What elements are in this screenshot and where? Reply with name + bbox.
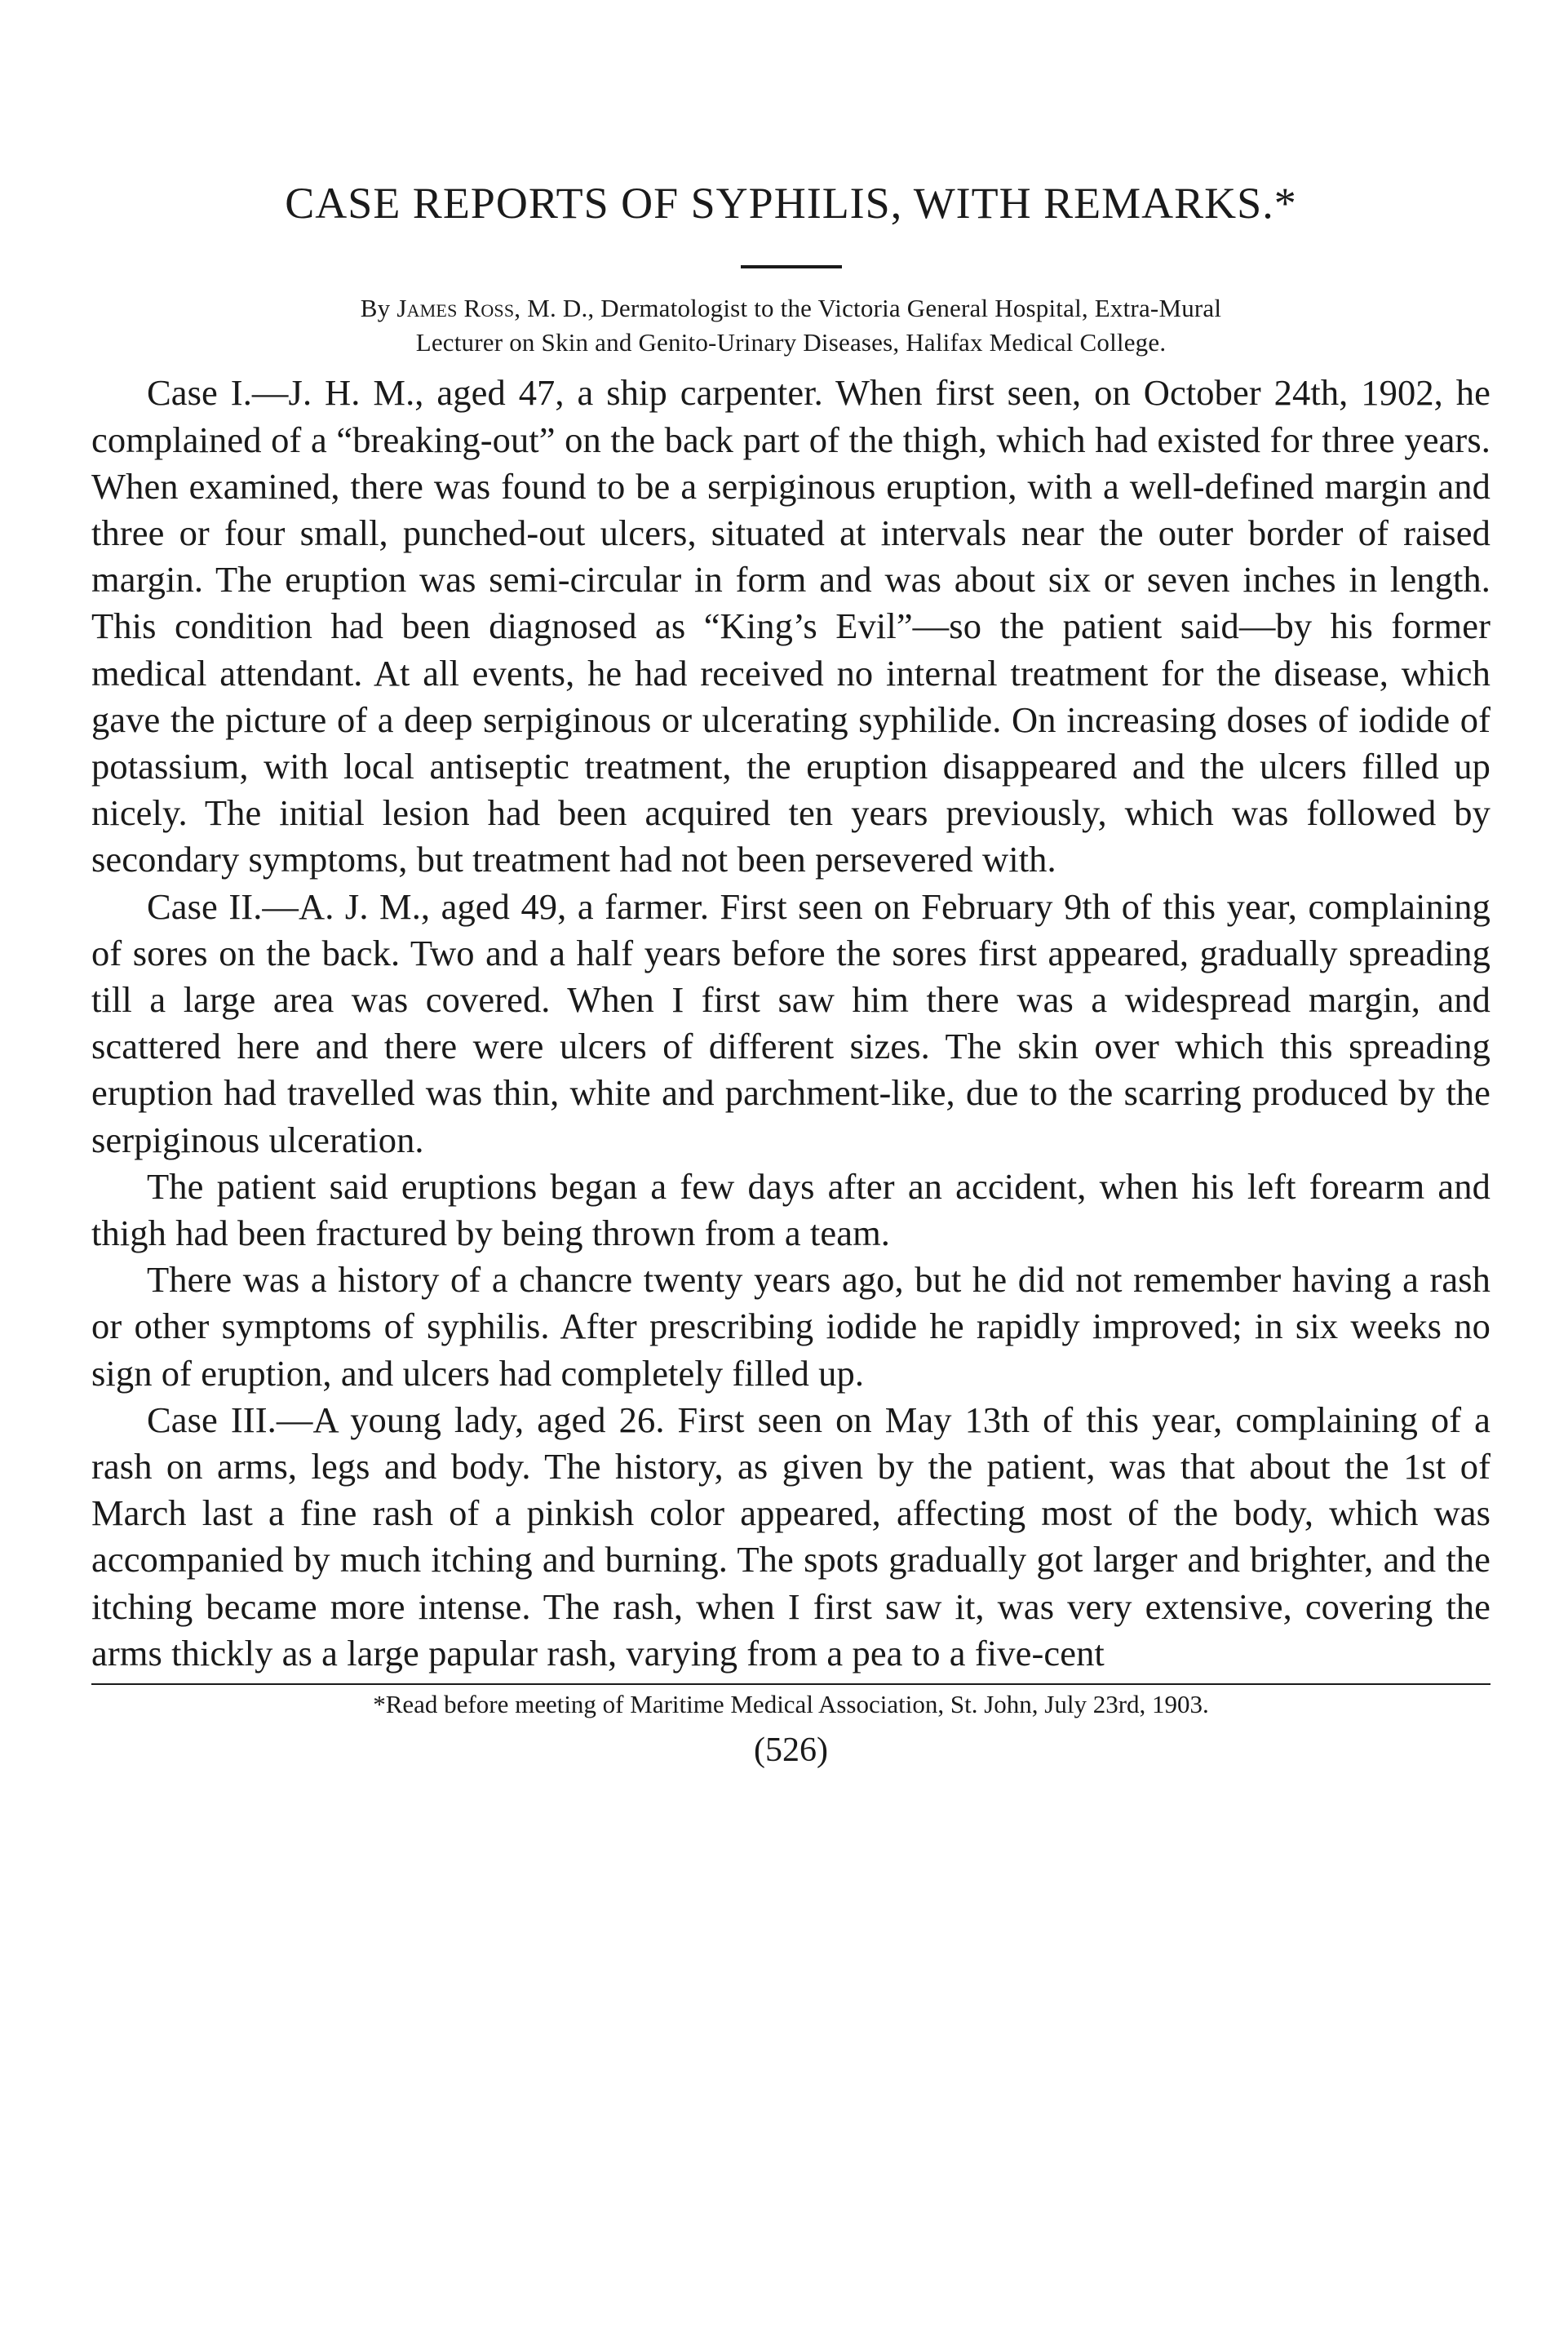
byline-prefix: By [360, 294, 397, 323]
title-divider [741, 265, 842, 268]
paragraph-case-3: Case III.—A young lady, aged 26. First seen on May 13th of this year, complaining of a rash on arms, legs and body. The history, as given by the patient, was that about the 1st of March last a fine rash of a pinkish color appeared, affecting most of the body, which was accompanied by much itching and burning. The spots gradually got larger and brighter, and the itching became more intense. The rash, when I first saw it, was very extensive, covering the arms thickly as a large papular rash, varying from a pea to a five-cent [91, 1399, 1490, 1674]
article-page [91, 180, 1490, 1770]
paragraph-case-2-history: There was a history of a chancre twenty years ago, but he did not remember having a rash or other symptoms of syphilis. After prescribing iodide he rapidly improved; in six weeks no sign of eruption, and ulcers had completely filled up. [91, 1259, 1490, 1394]
page-number: (526) [754, 1731, 828, 1770]
byline-author: James Ross [396, 294, 515, 323]
paragraph-case-1: Case I.—J. H. M., aged 47, a ship carpenter. When first seen, on October 24th, 1902, he complained of a “breaking-out” on the back part of the thigh, which had existed for three years. When examined, there was found to be a serpiginous eruption, with a well-defined margin and three or four small, punched-out ulcers, situated at intervals near the outer border of raised margin. The eruption was semi-circular in form and was about six or seven inches in length. This condition had been diagnosed as “King’s Evil”—so the patient said—by his former medical attendant. At all events, he had received no internal treatment for the disease, which gave the picture of a deep serpiginous or ulcerating syphilide. On increasing doses of iodide of potassium, with local antiseptic treatment, the eruption disappeared and the ulcers filled up nicely. The initial lesion had been acquired ten years previously, which was followed by secondary symptoms, but treatment had not been persevered with. [91, 372, 1490, 880]
byline-affiliation-2: Lecturer on Skin and Genito-Urinary Diseases, Halifax Medical College. [415, 328, 1167, 357]
footnote: *Read before meeting of Maritime Medical Association, St. John, July 23rd, 1903. [373, 1690, 1209, 1719]
article-title: CASE REPORTS OF SYPHILIS, WITH REMARKS.* [285, 179, 1297, 228]
paragraph-case-2: Case II.—A. J. M., aged 49, a farmer. First seen on February 9th of this year, complaining of sores on the back. Two and a half years before the sores first appeared, gradually spreading till a large area was covered. When I first saw him there was a widespread margin, and scattered here and there were ulcers of different sizes. The skin over which this spreading eruption had travelled was thin, white and parchment-like, due to the scarring produced by the serpiginous ulceration. [91, 885, 1490, 1160]
footnote-divider [91, 1683, 1490, 1685]
byline-affiliation-1: , M. D., Dermatologist to the Victoria General Hospital, Extra-Mural [514, 294, 1222, 323]
paragraph-case-2-accident: The patient said eruptions began a few days after an accident, when his left forearm and thigh had been fractured by being thrown from a team. [91, 1165, 1490, 1254]
byline [91, 291, 1490, 360]
